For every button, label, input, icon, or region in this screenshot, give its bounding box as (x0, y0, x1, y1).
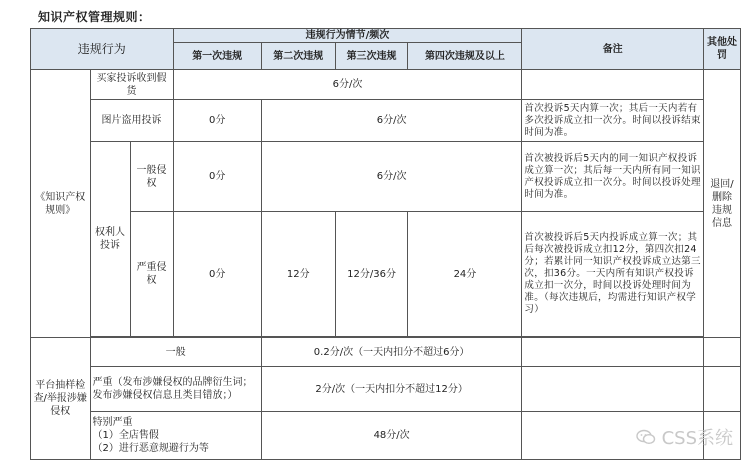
row-image-theft-label: 图片盗用投诉 (90, 100, 173, 142)
header-third: 第三次违规 (335, 43, 408, 70)
header-other: 其他处罚 (703, 29, 740, 70)
platform-serious-label: 严重（发布涉嫌侵权的品牌衍生词；发布涉嫌侵权信息且类目错放；） (90, 367, 261, 412)
platform-serious-value: 2分/次（一天内扣分不超过12分） (261, 367, 522, 412)
header-remark: 备注 (522, 29, 704, 70)
platform-check-label: 平台抽样检查/举报涉嫌侵权 (31, 338, 91, 460)
ip-rules-table (30, 28, 741, 338)
serious-third: 12分/36分 (335, 212, 408, 337)
row-counterfeit-label: 买家投诉收到假货 (90, 70, 173, 100)
very-serious-label: 特别严重 (92, 417, 133, 428)
header-section: 违规行为情节/频次 (173, 29, 522, 43)
serious-note: 首次被投诉后5天内投诉成立算一次；其后每次被投诉成立扣12分，第四次扣24分；若累计同一知识产权投诉成立达第三次，扣36分。一天内所有知识产权投诉成立扣一次分，时间以投诉处理时间为准。（每次违规后，均需进行知识产权学习） (522, 212, 704, 337)
general-first: 0分 (173, 142, 261, 212)
rule-name: 《知识产权规则》 (31, 70, 91, 338)
general-note: 首次被投诉后5天内的同一知识产权投诉成立算一次；其后每一天内所有同一知识产权投诉成立扣一次分。时间以投诉处理时间为准。 (522, 142, 704, 212)
page-title: 知识产权管理规则： (38, 10, 151, 24)
other-penalty: 退回/删除违规信息 (703, 70, 740, 338)
row-image-theft-note: 首次投诉5天内算一次；其后一天内若有多次投诉成立扣一次分。时间以投诉结束时间为准。 (522, 100, 704, 142)
platform-general-label: 一般 (90, 338, 261, 367)
platform-very-serious-value: 48分/次 (261, 412, 522, 460)
serious-first: 0分 (173, 212, 261, 337)
row-counterfeit-note (522, 70, 704, 100)
general-rest: 6分/次 (261, 142, 522, 212)
watermark (636, 424, 733, 450)
header-second: 第二次违规 (261, 43, 335, 70)
header-first: 第一次违规 (173, 43, 261, 70)
very-serious-item-2: （2）进行恶意规避行为等 (92, 443, 209, 454)
serious-second: 12分 (261, 212, 335, 337)
general-infringement-label: 一般侵权 (130, 142, 173, 212)
platform-very-serious-cell (90, 412, 261, 460)
platform-check-table (30, 337, 741, 460)
serious-infringement-label: 严重侵权 (130, 212, 173, 337)
very-serious-item-1: （1）全店售假 (92, 430, 159, 441)
row-image-theft-rest: 6分/次 (261, 100, 522, 142)
serious-fourth: 24分 (408, 212, 522, 337)
watermark-text: CSS系统 (661, 428, 733, 449)
row-image-theft-first: 0分 (173, 100, 261, 142)
header-fourth: 第四次违规及以上 (408, 43, 522, 70)
wechat-icon (636, 429, 656, 445)
header-violation: 违规行为 (31, 29, 174, 70)
row-counterfeit-value: 6分/次 (173, 70, 522, 100)
rights-holder-label: 权利人投诉 (90, 142, 130, 337)
platform-general-value: 0.2分/次（一天内扣分不超过6分） (261, 338, 522, 367)
